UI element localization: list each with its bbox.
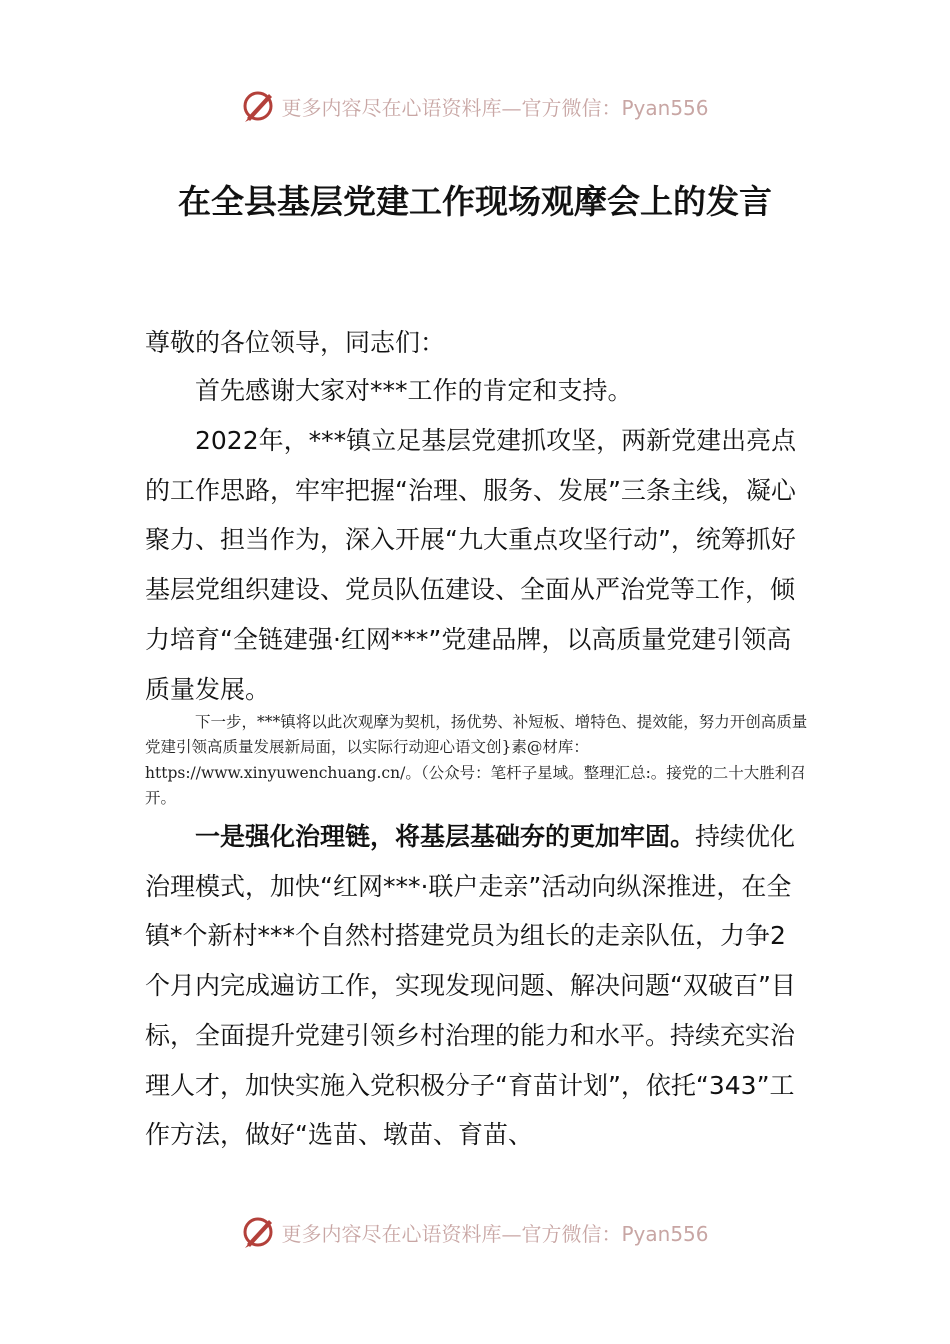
inserted-note: 下一步，***镇将以此次观摩为契机，扬优势、补短板、增特色、提效能，努力开创高质量党建引领高质量发展新局面，以实际行动迎心语文创}素@材库：https://www.xinyuwenchuang.cn/。（公众号：笔杆子星域。整理汇总:。接党的二十大胜利召开。 xyxy=(145,713,808,808)
paragraph-lead: 一是强化治理链，将基层基础夯的更加牢固。 xyxy=(195,822,696,851)
paragraph-overview: 2022年，***镇立足基层党建抓攻坚，两新党建出亮点的工作思路，牢牢把握“治理、服务、发展”三条主线，凝心聚力、担当作为，深入开展“九大重点攻坚行动”，统筹抓好基层党组织建设、党员队伍建设、全面从严治党等工作，倾力培育“全链建强·红网***”党建品牌，以高质量党建引领高质量发展。 xyxy=(145,426,797,704)
paragraph-rest: 持续优化治理模式，加快“红网***·联户走亲”活动向纵深推进，在全镇*个新村***个自然村搭建党员为组长的走亲队伍，力争2个月内完成遍访工作，实现发现问题、解决问题“双破百”目标，全面提升党建引领乡村治理的能力和水平。持续充实治理人才，加快实施入党积极分子“育苗计划”，依托“343”工作方法，做好“选苗、墩苗、育苗、 xyxy=(145,822,796,1150)
banner-text: 更多内容尽在心语资料库—官方微信：Pyan556 xyxy=(281,95,709,120)
paragraph-governance xyxy=(145,812,805,1160)
footer-banner xyxy=(0,1210,950,1254)
paragraph-thanks: 首先感谢大家对***工作的肯定和支持。 xyxy=(195,376,633,405)
banner-text: 更多内容尽在心语资料库—官方微信：Pyan556 xyxy=(281,1221,709,1246)
page-title: 在全县基层党建工作现场观摩会上的发言 xyxy=(178,182,772,221)
salutation: 尊敬的各位领导，同志们： xyxy=(145,328,446,357)
pen-logo-icon xyxy=(241,1214,277,1250)
pen-logo-icon xyxy=(241,88,277,124)
header-banner xyxy=(0,84,950,128)
